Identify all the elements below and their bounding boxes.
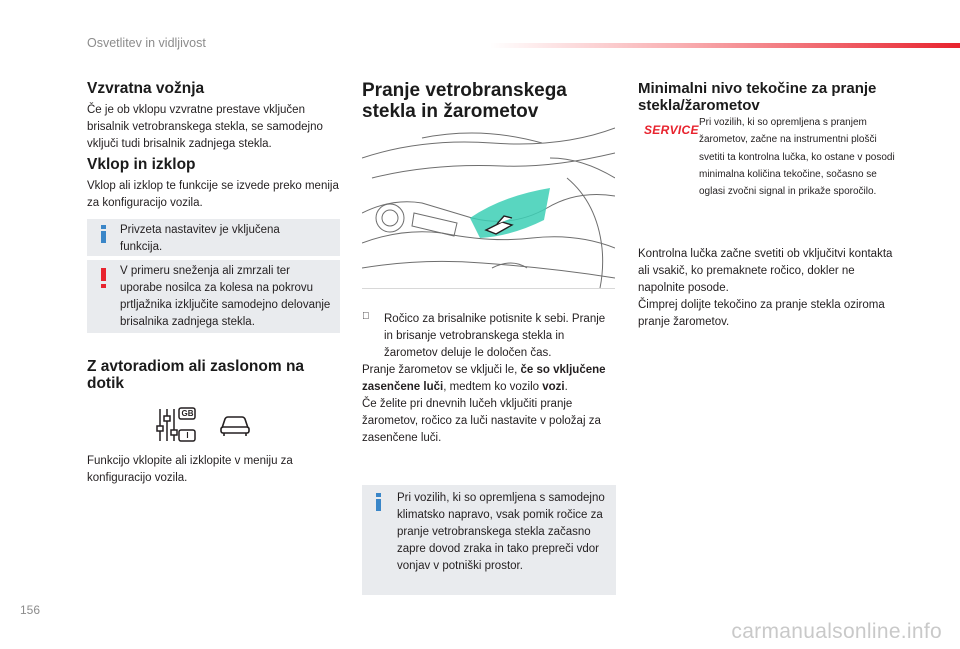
warning-icon bbox=[100, 268, 108, 288]
fluid-text: Kontrolna lučka začne svetiti ob vključitvi kontakta ali vsakič, ko premaknete ročico, dokler ne napolnite posode. Čimprej dolijte tekočino za pranje stekla oziroma pranje žarometov. bbox=[638, 248, 893, 328]
bullet-text: Ročico za brisalnike potisnite k sebi. Pranje in brisanje vetrobranskega stekla in žarometov deluje le določen čas. bbox=[384, 313, 606, 359]
washer-para1: Pranje žarometov se vključi le, če so vključene zasenčene luči, medtem ko vozilo vozi. bbox=[362, 364, 606, 393]
washer-para2: Če želite pri dnevnih lučeh vključiti pranje žarometov, ročico za luči nastavite v položaj za zasenčene luči. bbox=[362, 398, 601, 444]
info-icon bbox=[100, 225, 108, 243]
radio-heading: Z avtoradiom ali zaslonom na dotik bbox=[87, 358, 305, 392]
settings-badge-top: GB bbox=[181, 409, 194, 418]
arrow-bullet-icon bbox=[362, 311, 370, 322]
car-icon bbox=[219, 414, 251, 438]
warning-box-text: V primeru sneženja ali zmrzali ter uporabe nosilca za kolesa na pokrovu prtljažnika izključite samodejno delovanje brisalnika zadnjega stekla. bbox=[120, 265, 331, 328]
toggle-text: Vklop ali izklop te funkcije se izvede preko menija za konfiguracijo vozila. bbox=[87, 180, 339, 209]
radio-text: Funkcijo vklopite ali izklopite v meniju za konfiguracijo vozila. bbox=[87, 455, 293, 484]
reverse-heading: Vzvratna vožnja bbox=[87, 80, 205, 97]
toggle-section bbox=[87, 156, 342, 212]
fluid-section bbox=[638, 80, 903, 114]
fluid-heading: Minimalni nivo tekočine za pranje stekla/žarometov bbox=[638, 80, 877, 114]
washer-heading: Pranje vetrobranskega stekla in žarometov bbox=[362, 80, 567, 122]
settings-sliders-icon bbox=[154, 406, 198, 444]
warning-box bbox=[87, 260, 340, 333]
service-text: Pri vozilih, ki so opremljena s pranjem žarometov, začne na instrumentni plošči svetiti ta kontrolna lučka, ko ostane v posodi minimalna količina tekočine, sočasno se oglasi zvočni signal in prikaže sporočilo. bbox=[699, 117, 895, 198]
fluid-text-block bbox=[638, 228, 893, 349]
settings-badge-bottom: I bbox=[186, 431, 189, 440]
watermark: carmanualsonline.info bbox=[731, 620, 942, 643]
info-icon bbox=[375, 493, 383, 511]
info-box-default bbox=[87, 219, 340, 256]
toggle-heading: Vklop in izklop bbox=[87, 156, 196, 173]
section-title: Osvetlitev in vidljivost bbox=[87, 36, 206, 50]
info-box-text: Privzeta nastavitev je vključena funkcija. bbox=[120, 224, 280, 253]
info-box-climate bbox=[362, 485, 616, 595]
service-warning-light: SERVICE bbox=[644, 123, 699, 137]
headlamp-washer-illustration bbox=[362, 118, 615, 289]
page-number: 156 bbox=[20, 603, 41, 617]
info-box-climate-text: Pri vozilih, ki so opremljena s samodejno klimatsko napravo, vsak pomik ročice za pranje vetrobranskega stekla začasno zapre dovod zraka in tako prepreči vdor vonjav v potniški prostor. bbox=[397, 492, 605, 572]
bullet-row bbox=[362, 311, 616, 362]
washer-body bbox=[362, 311, 616, 447]
radio-section bbox=[87, 358, 342, 392]
header-accent-bar bbox=[490, 43, 960, 48]
radio-text-block bbox=[87, 453, 342, 487]
washer-section bbox=[362, 80, 612, 122]
reverse-section bbox=[87, 80, 342, 153]
reverse-text: Če je ob vklopu vzvratne prestave vključen brisalnik vetrobranskega stekla, se samodejno vključi tudi brisalnik zadnjega stekla. bbox=[87, 104, 323, 150]
